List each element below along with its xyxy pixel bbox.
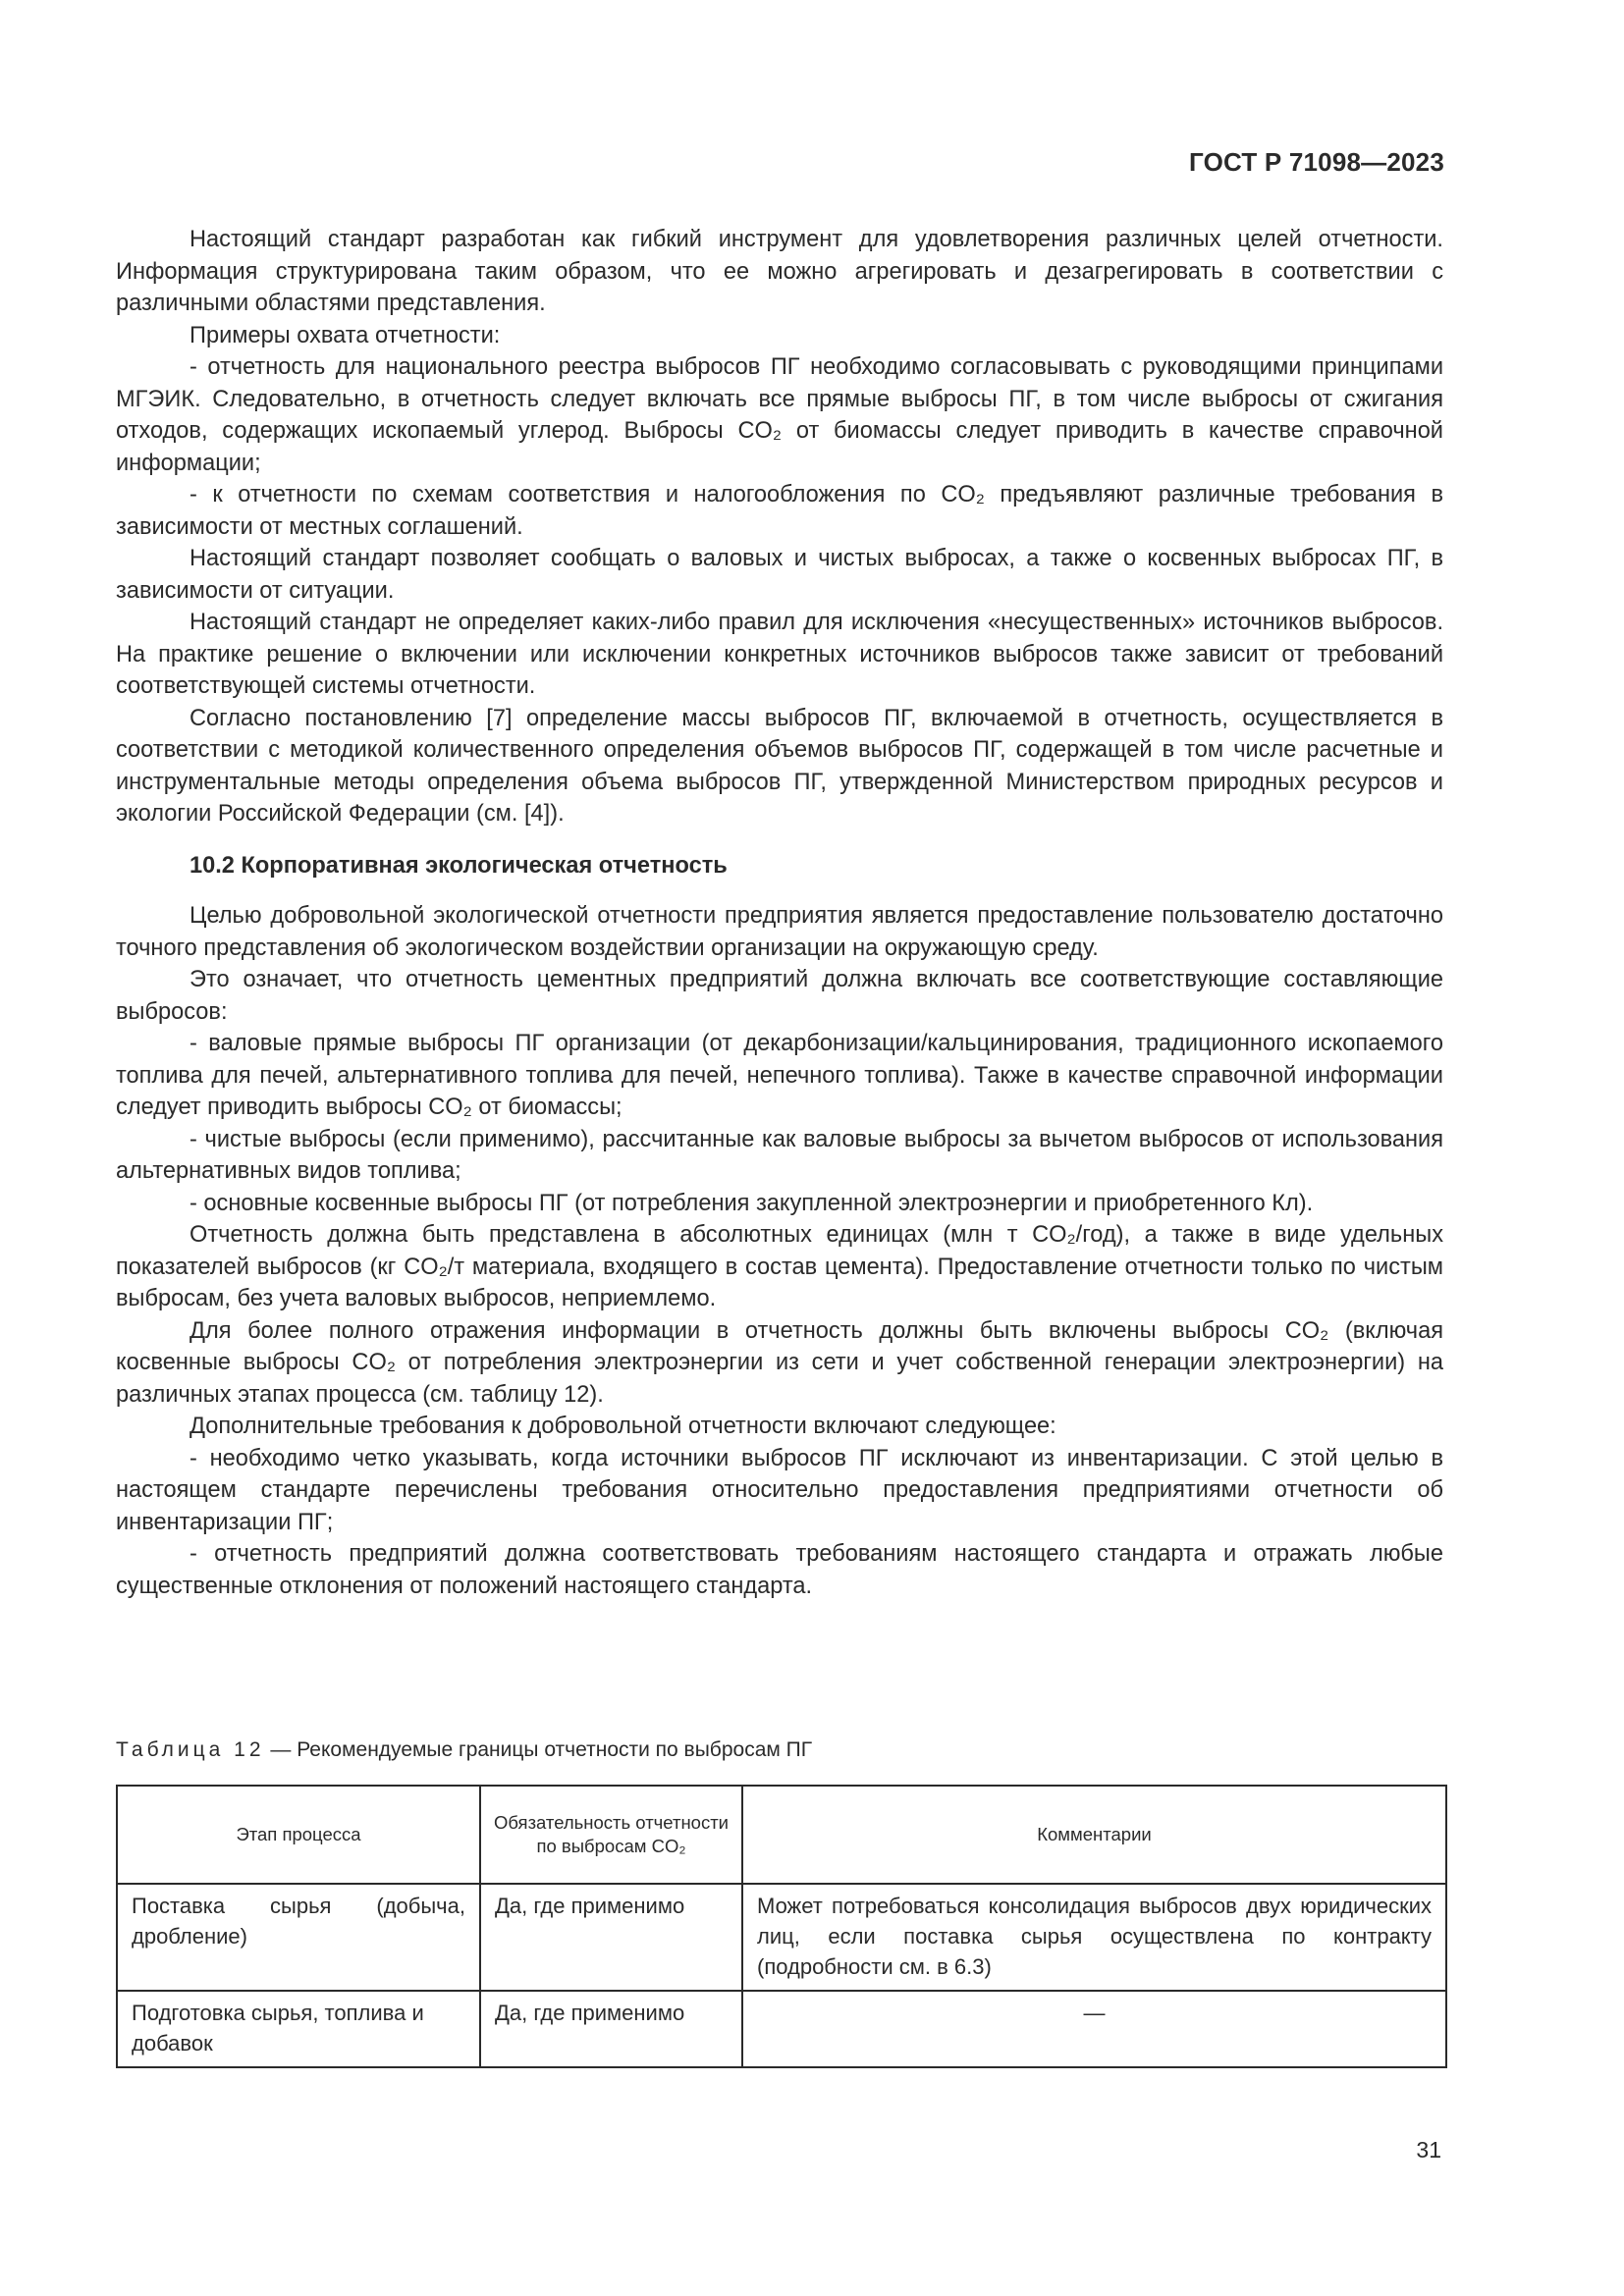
boundaries-table [116,1785,1447,2068]
list-item: - к отчетности по схемам соответствия и налогообложения по CO₂ предъявляют различные требования в зависимости от местных соглашений. [116,482,1443,540]
list-item: - необходимо четко указывать, когда источники выбросов ПГ исключают из инвентаризации. С этой целью в настоящем стандарте перечислены требования относительно предоставления предприятиями отчетности об инвентаризации ПГ; [116,1445,1443,1535]
table-caption-label: Таблица 12 [116,1738,265,1761]
table-row [117,1991,1446,2067]
table-cell: Да, где применимо [480,1884,742,1991]
paragraph: Дополнительные требования к добровольной отчетности включают следующее: [189,1414,1056,1439]
paragraph: Примеры охвата отчетности: [189,322,501,348]
paragraph: Настоящий стандарт не определяет каких-либо правил для исключения «несущественных» источников выбросов. На практике решение о включении или исключении конкретных источников выбросов также зависит от требований соответствующей системы отчетности. [116,610,1443,699]
body-text [116,224,1443,1602]
table-cell: Да, где применимо [480,1991,742,2067]
list-item: - отчетность предприятий должна соответствовать требованиям настоящего стандарта и отражать любые существенные отклонения от положений настоящего стандарта. [116,1541,1443,1599]
list-item: - чистые выбросы (если применимо), рассчитанные как валовые выбросы за вычетом выбросов от использования альтернативных видов топлива; [116,1126,1443,1184]
standard-code: ГОСТ Р 71098—2023 [1189,147,1444,177]
paragraph: Целью добровольной экологической отчетности предприятия является предоставление пользователю достаточно точного представления об экологическом воздействии организации на окружающую среду. [116,903,1443,961]
table-cell: — [742,1991,1446,2067]
page-number: 31 [1416,2137,1441,2163]
table-caption-text: — Рекомендуемые границы отчетности по выбросам ПГ [264,1738,813,1761]
section-heading: 10.2 Корпоративная экологическая отчетность [189,852,728,879]
table-cell: Может потребоваться консолидация выбросов двух юридических лиц, если поставка сырья осуществлена по контракту (подробности см. в 6.3) [742,1884,1446,1991]
table-cell: Поставка сырья (добыча, дробление) [117,1884,480,1991]
header-cell-comments: Комментарии [742,1786,1446,1884]
paragraph: Настоящий стандарт разработан как гибкий инструмент для удовлетворения различных целей отчетности. Информация структурирована таким образом, что ее можно агрегировать и дезагрегировать в соответствии с различными областями представления. [116,227,1443,316]
table-row [117,1884,1446,1991]
table-caption [116,1736,812,1764]
paragraph: Согласно постановлению [7] определение массы выбросов ПГ, включаемой в отчетность, осуществляется в соответствии с методикой количественного определения объемов выбросов ПГ, содержащей в том числе расчетные и инструментальные методы определения объема выбросов ПГ, утвержденной Министерством природных ресурсов и экологии Российской Федерации (см. [4]). [116,705,1443,827]
list-item: - валовые прямые выбросы ПГ организации (от декарбонизации/кальцинирования, традиционного ископаемого топлива для печей, альтернативного топлива для печей, непечного топлива). Также в качестве справочной информации следует приводить выбросы CO₂ от биомассы; [116,1031,1443,1120]
header-cell-mandatory: Обязательность отчетности по выбросам CO₂ [480,1786,742,1884]
paragraph: Отчетность должна быть представлена в абсолютных единицах (млн т CO₂/год), а также в виде удельных показателей выбросов (кг CO₂/т материала, входящего в состав цемента). Предоставление отчетности только по чистым выбросам, без учета валовых выбросов, неприемлемо. [116,1222,1443,1311]
header-cell-process-stage: Этап процесса [117,1786,480,1884]
table-cell: Подготовка сырья, топлива и добавок [117,1991,480,2067]
list-item: - основные косвенные выбросы ПГ (от потребления закупленной электроэнергии и приобретенного Кл). [189,1190,1314,1216]
list-item: - отчетность для национального реестра выбросов ПГ необходимо согласовывать с руководящими принципами МГЭИК. Следовательно, в отчетность следует включать все прямые выбросы ПГ, в том числе выбросы от сжигания отходов, содержащих ископаемый углерод. Выбросы CO₂ от биомассы следует приводить в качестве справочной информации; [116,354,1443,476]
paragraph: Для более полного отражения информации в отчетность должны быть включены выбросы CO₂ (включая косвенные выбросы CO₂ от потребления электроэнергии из сети и учет собственной генерации электроэнергии) на различных этапах процесса (см. таблицу 12). [116,1317,1443,1408]
paragraph: Это означает, что отчетность цементных предприятий должна включать все соответствующие составляющие выбросов: [116,967,1443,1025]
table-header-row [117,1786,1446,1884]
paragraph: Настоящий стандарт позволяет сообщать о валовых и чистых выбросах, а также о косвенных выбросах ПГ, в зависимости от ситуации. [116,546,1443,604]
